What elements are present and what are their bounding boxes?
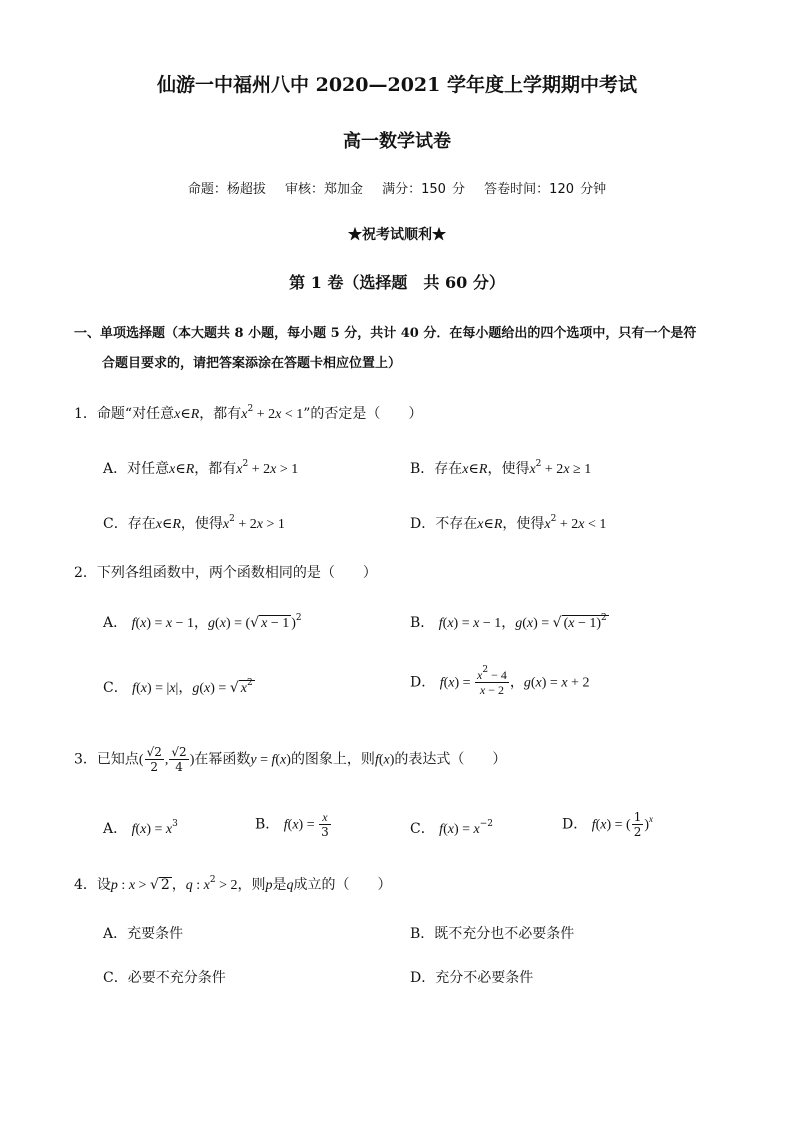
- section-instructions-line2: 合题目要求的，请把答案添涂在答题卡相应位置上）: [102, 356, 402, 371]
- q3-option-c[interactable]: C． $f(x) = x^{-2}$: [410, 819, 494, 837]
- q1-text-mid: ，都有: [199, 406, 242, 422]
- q3-number: 3．: [74, 751, 97, 768]
- option-letter: D．: [410, 674, 436, 691]
- exam-info: 命题：杨超拔 审核：郑加金 满分：150 分 答卷时间：120 分钟: [187, 182, 607, 197]
- option-text: 对任意: [127, 461, 170, 477]
- option-letter: B．: [255, 816, 280, 833]
- option-letter: A．: [103, 461, 128, 477]
- option-letter: A．: [103, 615, 128, 631]
- q2-number: 2．: [74, 565, 97, 581]
- q3-text-end: 的表达式（ ）: [394, 751, 507, 768]
- q2-option-c[interactable]: C． f(x) = |x|，g(x) = √ $x^2$: [103, 678, 253, 696]
- section-instructions-line1: 一、单项选择题（本大题共 8 小题，每小题 5 分，共计 40 分．在每小题给出的四个选项中，只有一个是符: [74, 326, 697, 341]
- q3-text-mid2: 的图象上，则: [290, 751, 375, 768]
- q1-option-b[interactable]: B．存在x∈R，使得$x^2 + 2x \ge 1$: [410, 459, 592, 477]
- q3-option-d[interactable]: D． f(x) = ( $\frac{1}{2}$ )$^x$: [562, 810, 654, 839]
- option-letter: C．: [103, 516, 128, 532]
- q4-text-mid2: 是: [272, 877, 287, 893]
- volume-heading: 第 1 卷（选择题 共 60 分）: [289, 273, 505, 292]
- q2-option-a[interactable]: A． f(x) = x − 1，g(x) = (√ x − 1 )$^2$: [103, 613, 302, 631]
- q4-option-a[interactable]: A．充要条件: [103, 926, 184, 942]
- option-letter: B．: [410, 615, 435, 631]
- option-letter: C．: [410, 821, 435, 837]
- q1-number: 1．: [74, 406, 97, 422]
- exam-subtitle: 高一数学试卷: [343, 131, 451, 152]
- question-2: [74, 562, 377, 582]
- q4-text-mid: ，则: [237, 877, 266, 893]
- option-letter: C．: [103, 680, 128, 696]
- q3-option-a[interactable]: A． $f(x) = x^3$: [103, 819, 178, 837]
- option-text: ，都有: [194, 461, 237, 477]
- q2-option-d[interactable]: D． f(x) = $\frac{x^2 - 4}{x - 2}$ ，g(x) = x + 2: [410, 665, 590, 697]
- option-text: ，使得: [180, 516, 223, 532]
- q3-text: 已知点: [96, 751, 139, 768]
- option-text: ，使得: [502, 516, 545, 532]
- option-letter: B．: [410, 461, 435, 477]
- q1-text: 命题“对任意: [96, 406, 175, 422]
- q4-option-d[interactable]: D．充分不必要条件: [410, 970, 534, 986]
- option-letter: D．: [410, 516, 436, 532]
- q1-option-c[interactable]: C．存在x∈R，使得$x^2 + 2x > 1$: [103, 514, 285, 532]
- q4-text-end: 成立的（ ）: [293, 877, 392, 893]
- option-letter: A．: [103, 821, 128, 837]
- option-letter: D．: [562, 816, 588, 833]
- q4-text: 设: [96, 877, 111, 893]
- q3-option-b[interactable]: B． f(x) = $\frac{x}{3}$: [255, 810, 329, 839]
- q4-text-sep: ，: [171, 877, 186, 893]
- q2-text: 下列各组函数中，两个函数相同的是（ ）: [96, 565, 377, 581]
- option-text: 不存在: [435, 516, 478, 532]
- q1-option-a[interactable]: A．对任意x∈R，都有$x^2 + 2x > 1$: [103, 459, 299, 477]
- good-luck-line: ★祝考试顺利★: [348, 227, 446, 243]
- q4-number: 4．: [74, 877, 97, 893]
- q1-text-end: ”的否定是（ ）: [303, 406, 423, 422]
- question-3: 3．已知点( $\frac{√2}{2}$ , $\frac{√2}{4}$ )在幂函数y = f(x)的图象上，则f(x)的表达式（ ）: [74, 745, 507, 774]
- option-text: 存在: [434, 461, 463, 477]
- q2-option-b[interactable]: B． f(x) = x − 1，g(x) = √ $(x - 1)^2$: [410, 613, 607, 631]
- option-text: 存在: [127, 516, 156, 532]
- question-4: 4．设p : x > √ 2 ，q : $x^2 > 2$，则p是q成立的（ ）: [74, 875, 392, 893]
- q4-option-b[interactable]: B．既不充分也不必要条件: [410, 926, 575, 942]
- option-text: ，使得: [487, 461, 530, 477]
- q1-option-d[interactable]: D．不存在x∈R，使得$x^2 + 2x < 1$: [410, 514, 607, 532]
- q3-text-mid: 在幂函数: [194, 751, 251, 768]
- exam-title: 仙游一中福州八中 2020—2021 学年度上学期期中考试: [157, 74, 637, 96]
- q4-option-c[interactable]: C．必要不充分条件: [103, 970, 226, 986]
- question-1: 1．命题“对任意x∈R，都有$x^2 + 2x < 1$”的否定是（ ）: [74, 404, 423, 422]
